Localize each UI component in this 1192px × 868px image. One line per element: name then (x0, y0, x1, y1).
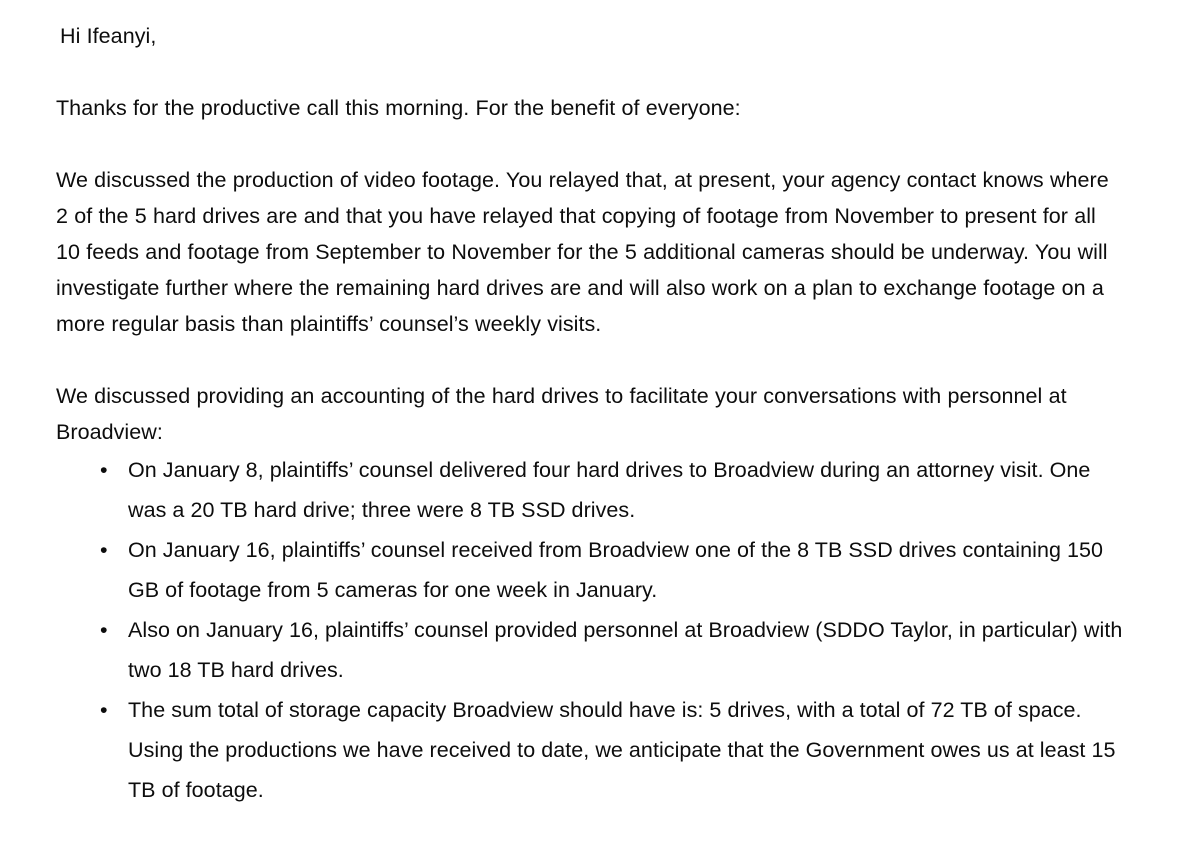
email-greeting: Hi Ifeanyi, (60, 24, 157, 48)
bullet-icon: • (100, 458, 108, 482)
list-item (56, 690, 1126, 810)
list-item (56, 610, 1126, 690)
bullet-icon: • (100, 698, 108, 722)
list-item-text: The sum total of storage capacity Broadview should have is: 5 drives, with a total of 72 TB of space. Using the productions we have received to date, we anticipate that the Government owes us at least 15 TB of footage. (128, 698, 1116, 802)
list-item-text: On January 8, plaintiffs’ counsel delivered four hard drives to Broadview during an attorney visit. One was a 20 TB hard drive; three were 8 TB SSD drives. (128, 458, 1091, 522)
list-item-text: Also on January 16, plaintiffs’ counsel provided personnel at Broadview (SDDO Taylor, in particular) with two 18 TB hard drives. (128, 618, 1123, 682)
hard-drive-accounting-list (56, 450, 1126, 810)
bullet-icon: • (100, 538, 108, 562)
list-item (56, 530, 1126, 610)
list-item-text: On January 16, plaintiffs’ counsel received from Broadview one of the 8 TB SSD drives containing 150 GB of footage from 5 cameras for one week in January. (128, 538, 1104, 602)
paragraph-thanks: Thanks for the productive call this morning. For the benefit of everyone: (56, 96, 741, 120)
list-item (56, 450, 1126, 530)
paragraph-video-footage: We discussed the production of video footage. You relayed that, at present, your agency contact knows where 2 of the 5 hard drives are and that you have relayed that copying of footage from November to present for all 10 feeds and footage from September to November for the 5 additional cameras should be underway. You will investigate further where the remaining hard drives are and will also work on a plan to exchange footage on a more regular basis than plaintiffs’ counsel’s weekly visits. (56, 168, 1109, 336)
paragraph-accounting-intro: We discussed providing an accounting of the hard drives to facilitate your conversations with personnel at Broadview: (56, 384, 1067, 444)
bullet-icon: • (100, 618, 108, 642)
